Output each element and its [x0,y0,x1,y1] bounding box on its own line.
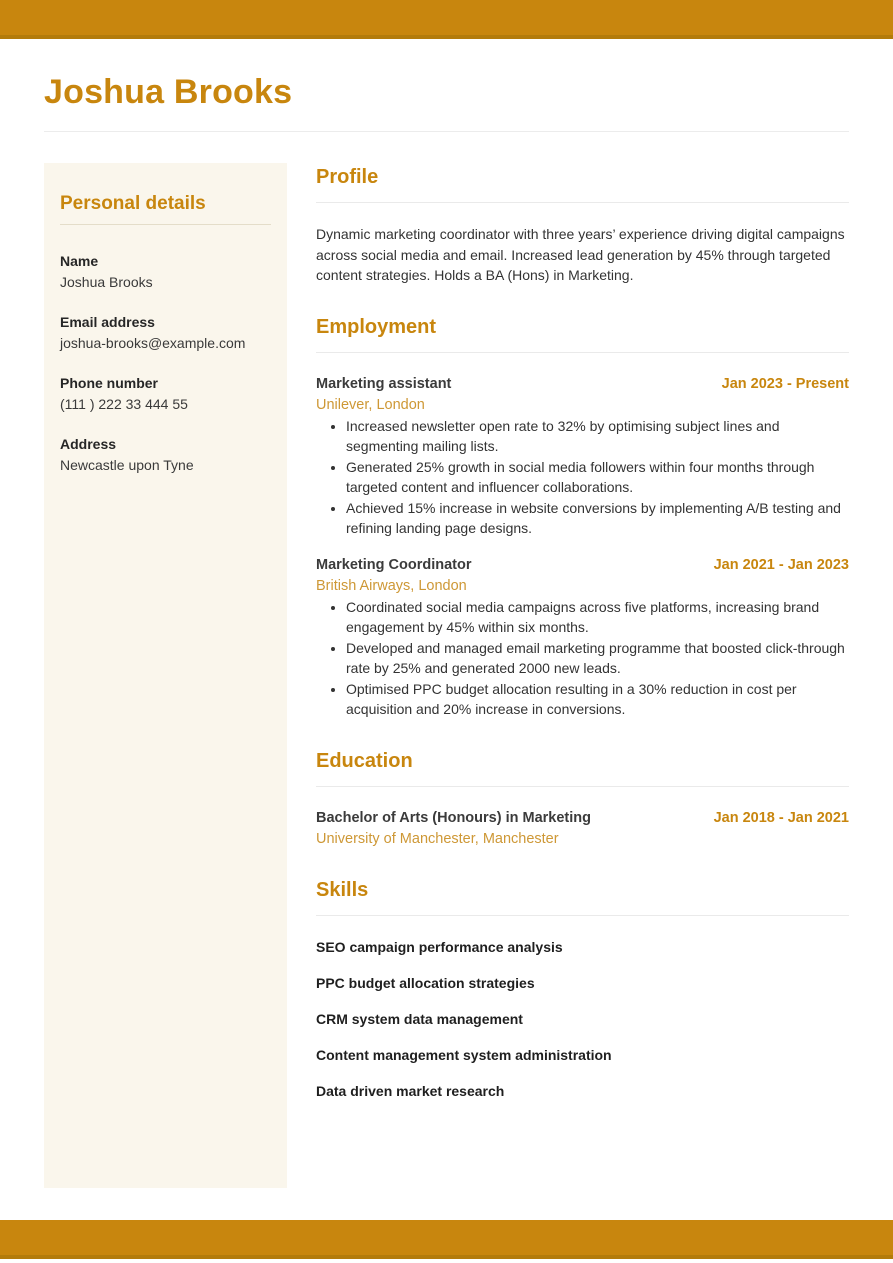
job-dates: Jan 2023 - Present [721,375,849,392]
skill-item: CRM system data management [316,1010,523,1027]
job-dates: Jan 2021 - Jan 2023 [713,556,849,573]
school-name: University of Manchester, Manchester [316,830,559,847]
skill-item: SEO campaign performance analysis [316,938,563,955]
job-entry [316,555,849,720]
profile-section-title: Profile [316,166,379,188]
candidate-name: Joshua Brooks [44,73,293,111]
job-company: British Airways, London [316,577,467,594]
field-label: Name [60,253,99,269]
section-divider [316,352,849,353]
sidebar-title: Personal details [60,193,206,214]
main-column [316,163,849,1188]
job-bullet: • Optimised PPC budget allocation resulting in a 30% reduction in cost per acquisition and 20% increase in conversions. [346,679,849,720]
field-label: Phone number [60,375,159,391]
field-name [60,251,271,293]
resume-body [0,73,893,1188]
section-employment [316,313,849,720]
field-address [60,434,271,476]
section-education [316,747,849,849]
job-role: Marketing assistant [316,375,452,392]
section-divider [316,202,849,203]
job-bullet: • Achieved 15% increase in website conversions by implementing A/B testing and refining landing page designs. [346,498,849,539]
field-label: Address [60,436,117,452]
employment-section-title: Employment [316,315,437,338]
job-bullet: • Generated 25% growth in social media followers within four months through targeted content and influencer collaborations. [346,457,849,498]
section-profile [316,163,849,286]
field-label: Email address [60,314,155,330]
job-bullet: • Coordinated social media campaigns across five platforms, increasing brand engagement by 45% within six months. [346,597,849,638]
field-value: Joshua Brooks [60,274,153,290]
job-bullet: • Developed and managed email marketing programme that boosted click-through rate by 25% and generated 2000 new leads. [346,638,849,679]
job-header [316,555,849,575]
skill-item: Data driven market research [316,1082,505,1099]
content-columns [44,163,849,1188]
section-divider [316,786,849,787]
education-entry [316,808,849,849]
field-value: (111 ) 222 33 444 55 [60,396,188,412]
profile-summary: Dynamic marketing coordinator with three years’ experience driving digital campaigns across social media and email. Increased lead generation by 45% through targeted content strategies. Holds a BA (Hons) in Marketing. [316,226,845,283]
field-value: joshua-brooks@example.com [60,335,246,351]
field-email [60,312,271,354]
job-bullet: • Increased newsletter open rate to 32% by optimising subject lines and segmenting mailing lists. [346,416,849,457]
job-bullet-list [316,416,849,539]
field-value: Newcastle upon Tyne [60,457,194,473]
bottom-banner [0,1220,893,1259]
skill-item: Content management system administration [316,1046,612,1063]
section-skills [316,876,849,1102]
skills-section-title: Skills [316,878,369,901]
degree-name: Bachelor of Arts (Honours) in Marketing [316,809,591,826]
education-header [316,808,849,828]
personal-details-sidebar [44,163,287,1188]
job-bullet-list [316,597,849,720]
section-divider [316,915,849,916]
skill-item: PPC budget allocation strategies [316,974,535,991]
field-phone [60,373,271,415]
job-role: Marketing Coordinator [316,556,472,573]
job-header [316,374,849,394]
header-divider [44,131,849,132]
sidebar-title-divider [60,224,271,225]
education-dates: Jan 2018 - Jan 2021 [713,809,849,826]
education-section-title: Education [316,749,413,772]
top-banner [0,0,893,39]
job-company: Unilever, London [316,396,425,413]
job-entry [316,374,849,539]
